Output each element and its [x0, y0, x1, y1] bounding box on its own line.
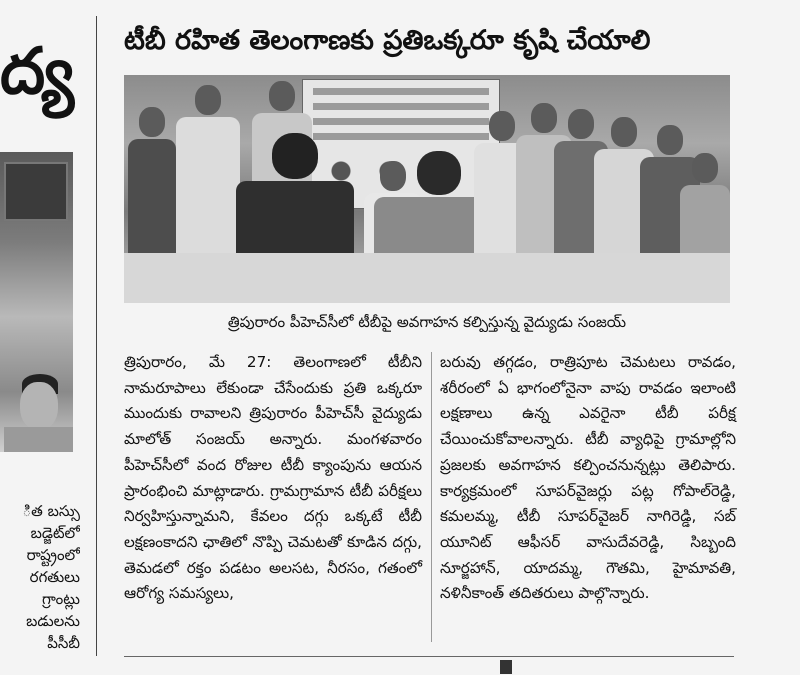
- column-divider: [96, 16, 97, 656]
- article-headline: టీబీ రహిత తెలంగాణకు ప్రతిఒక్కరూ కృషి చేయాలి: [124, 25, 651, 56]
- article-body-column-2: బరువు తగ్గడం, రాత్రిపూట చెమటలు రావడం, శరీరంలో ఏ భాగంలోనైనా వాపు రావడం ఇలాంటి లక్షణాలు ఉన్న ఎవరైనా టీబీ పరీక్ష చేయించుకోవాలన్నారు. టీబీ వ్యాధిపై గ్రామాల్లోని ప్రజలకు అవగాహన కల్పించనున్నట్లు తెలిపారు. కార్యక్రమంలో సూపర్‌వైజర్లు పట్ల గోపాల్‌రెడ్డి, కమలమ్మ, టీబీ సూపర్‌వైజర్‌ నాగిరెడ్డి, సబ్‌ యూనిట్‌ ఆఫీసర్‌ వాసుదేవరెడ్డి, సిబ్బంది నూర్జహాన్‌, యాదమ్మ, గౌతమి, హైమావతి, నళినీకాంత్‌ తదితరులు పాల్గొన్నారు.: [440, 353, 736, 603]
- article-body-column-1: త్రిపురారం, మే 27: తెలంగాణలో టీబీని నామరూపాలు లేకుండా చేసేందుకు ప్రతి ఒక్కరూ ముందుకు రావాలని త్రిపురారం పీహెచ్‌సీ వైద్యుడు మాలోత్‌ సంజయ్‌ అన్నారు. మంగళవారం పీహెచ్‌సీలో వంద రోజుల టీబీ క్యాంపును ఆయన ప్రారంభించి మాట్లాడారు. గ్రామగ్రామాన టీబీ పరీక్షలు నిర్వహిస్తున్నామని, కేవలం దగ్గు ఒక్కటే టీబీ లక్షణంకాదని ఛాతిలో నొప్పి చెమటతో కూడిన దగ్గు, తెమడలో రక్తం పడటం అలసట, నీరసం, గతంలో ఆరోగ్య సమస్యలు,: [124, 353, 422, 603]
- article-photo: [124, 75, 730, 303]
- person: [176, 85, 240, 267]
- adjacent-text-fragment: ిత బస్సు బడ్జెట్‌లో రాష్ట్రంలో రగతులు గ్రాంట్లు బడులను పీసీబీ: [22, 502, 80, 652]
- next-article-fragment: [380, 660, 580, 674]
- photo-caption: త్రిపురారం పీహెచ్‌సీలో టీబీపై అవగాహన కల్పిస్తున్న వైద్యుడు సంజయ్: [227, 313, 627, 331]
- adjacent-headline-fragment: ద్య: [0, 35, 73, 109]
- section-divider: [124, 656, 734, 657]
- adjacent-article-fragment: [0, 0, 96, 675]
- adjacent-photo: [0, 152, 73, 452]
- column-divider: [431, 352, 432, 642]
- table: [124, 253, 730, 303]
